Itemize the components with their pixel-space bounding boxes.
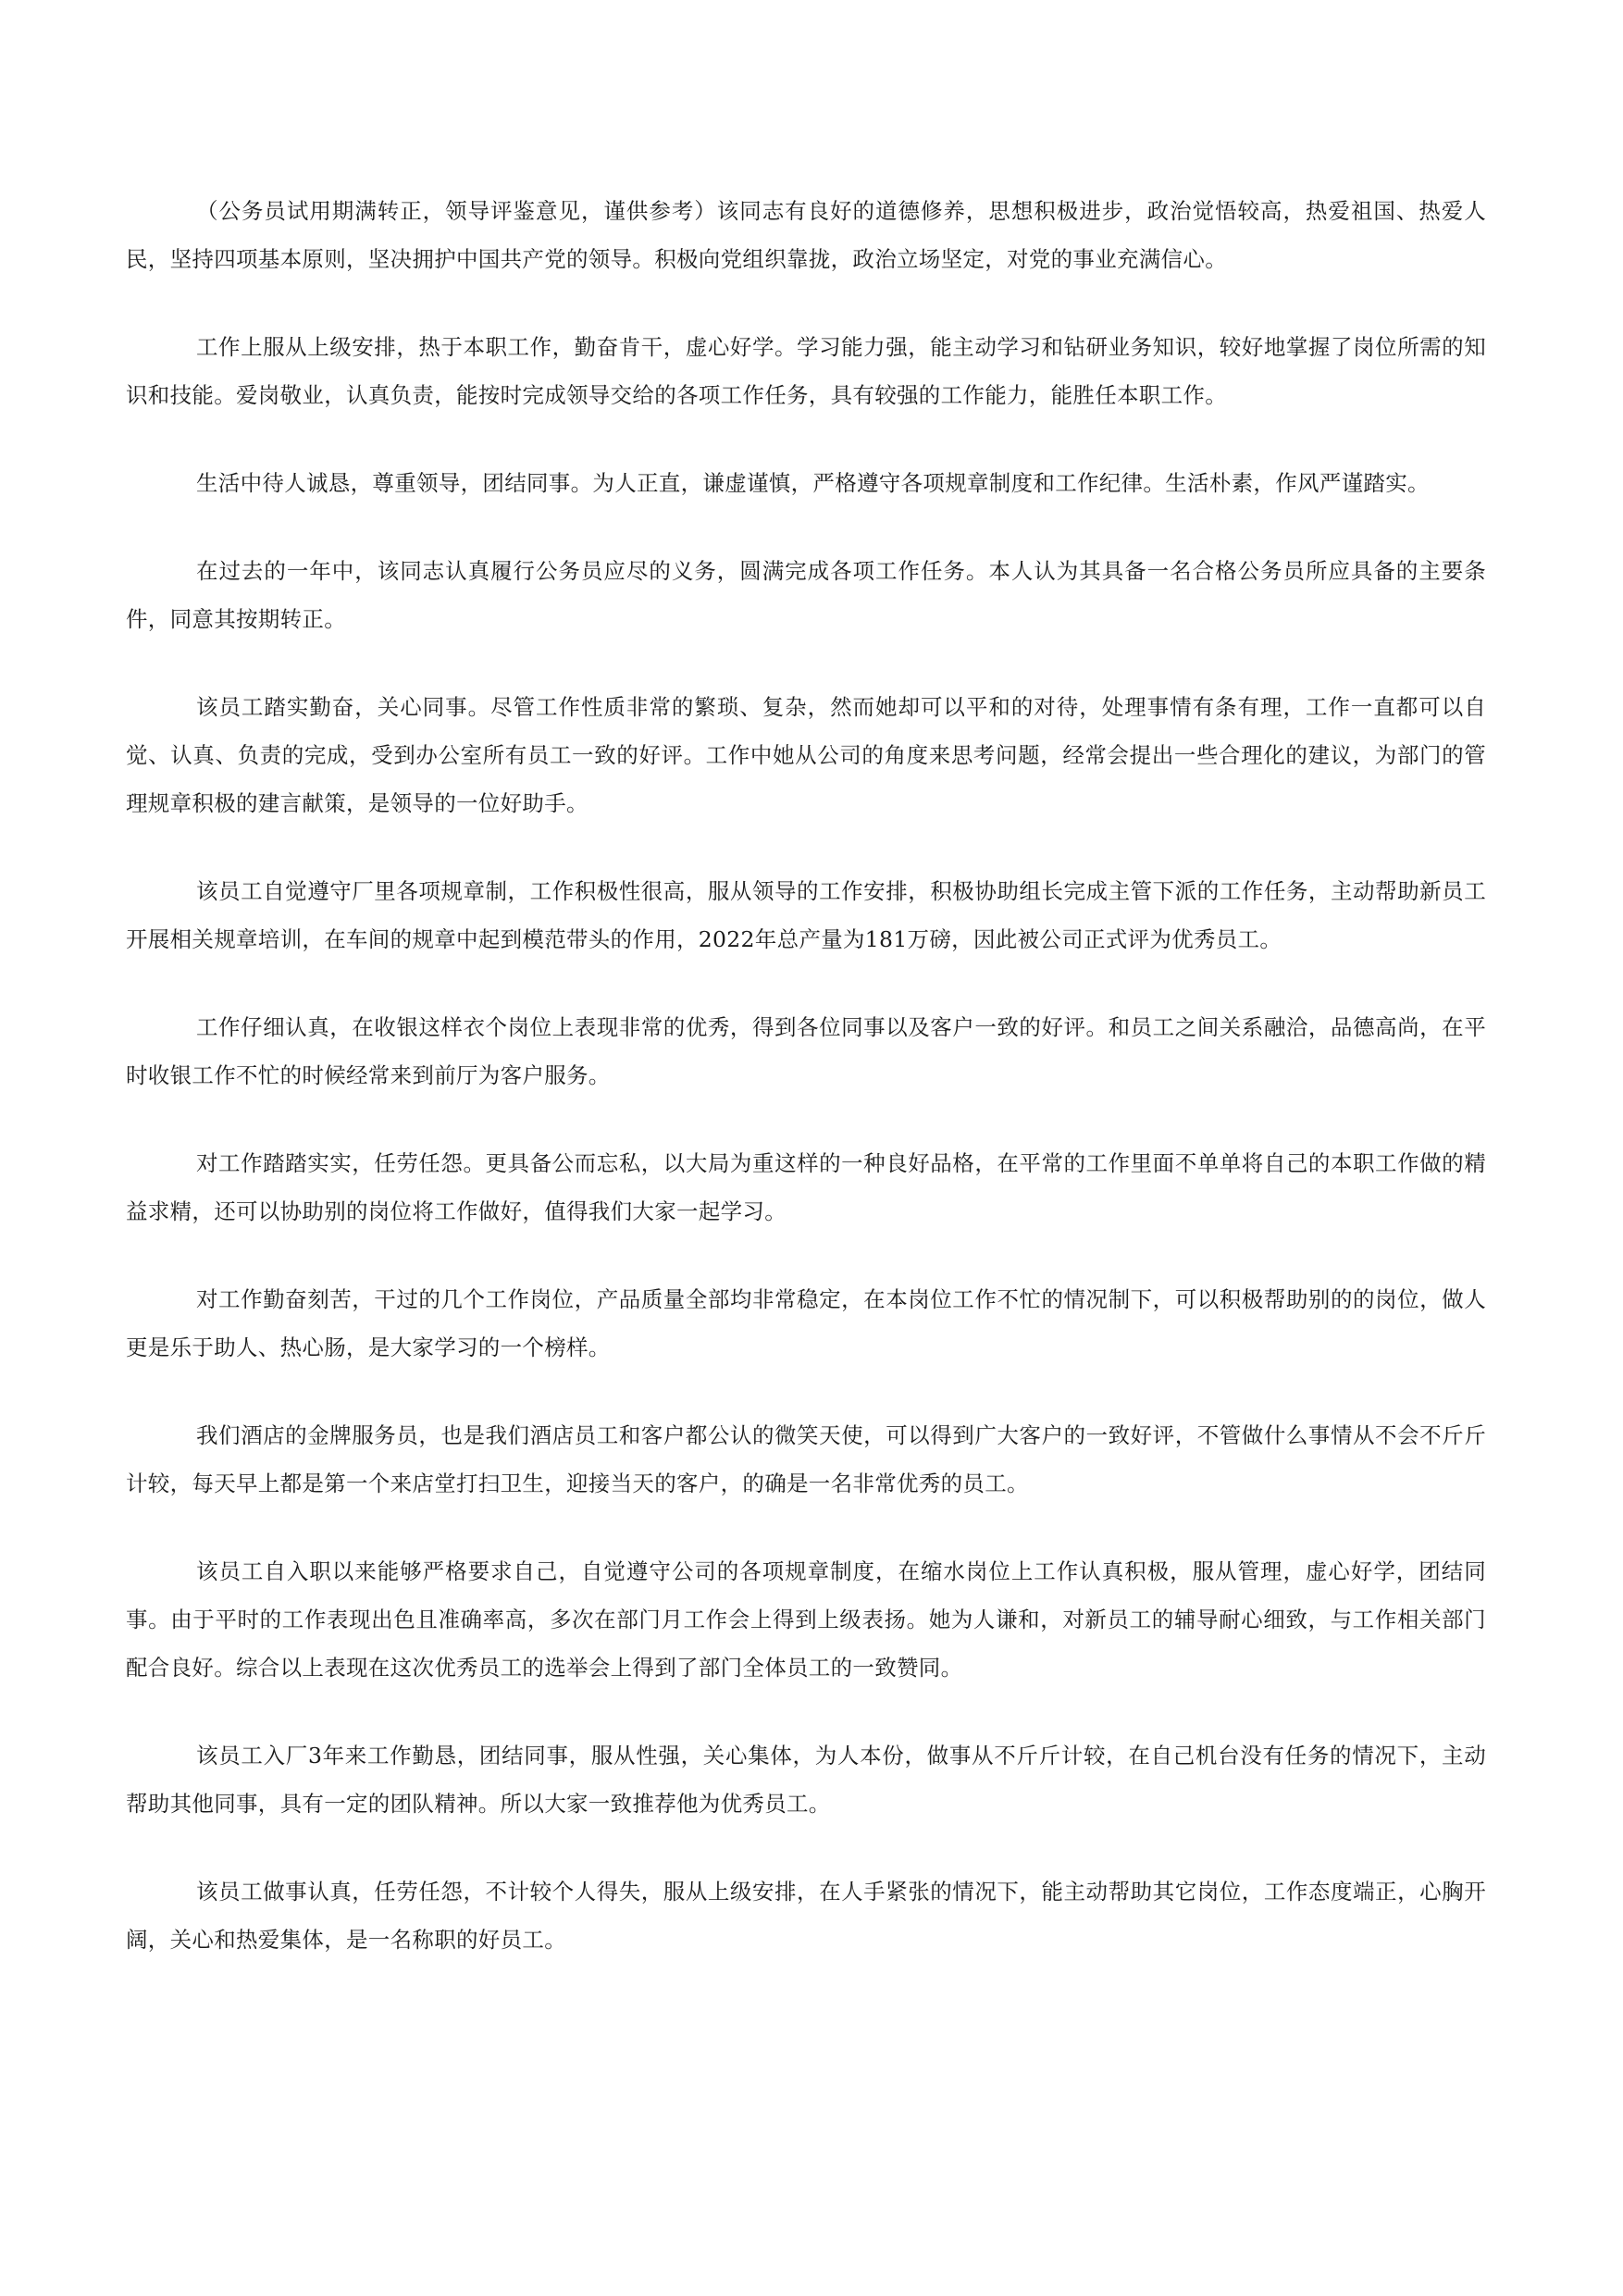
- paragraph-6: 该员工自觉遵守厂里各项规章制，工作积极性很高，服从领导的工作安排，积极协助组长完成主管下派的工作任务，主动帮助新员工开展相关规章培训，在车间的规章中起到模范带头的作用，2022年总产量为181万磅，因此被公司正式评为优秀员工。: [126, 878, 1486, 952]
- paragraph-3: 生活中待人诚恳，尊重领导，团结同事。为人正直，谦虚谨慎，严格遵守各项规章制度和工作纪律。生活朴素，作风严谨踏实。: [196, 470, 1430, 496]
- document-body: [126, 187, 1486, 2004]
- paragraph-8: 对工作踏踏实实，任劳任怨。更具备公而忘私，以大局为重这样的一种良好品格，在平常的工作里面不单单将自己的本职工作做的精益求精，还可以协助别的岗位将工作做好，值得我们大家一起学习。: [126, 1150, 1486, 1224]
- paragraph-1: （公务员试用期满转正，领导评鉴意见，谨供参考）该同志有良好的道德修养，思想积极进步，政治觉悟较高，热爱祖国、热爱人民，坚持四项基本原则，坚决拥护中国共产党的领导。积极向党组织靠拢，政治立场坚定，对党的事业充满信心。: [126, 198, 1486, 272]
- paragraph-2: 工作上服从上级安排，热于本职工作，勤奋肯干，虚心好学。学习能力强，能主动学习和钻研业务知识，较好地掌握了岗位所需的知识和技能。爱岗敬业，认真负责，能按时完成领导交给的各项工作任务，具有较强的工作能力，能胜任本职工作。: [126, 334, 1486, 408]
- paragraph-7: 工作仔细认真，在收银这样衣个岗位上表现非常的优秀，得到各位同事以及客户一致的好评。和员工之间关系融洽，品德高尚，在平时收银工作不忙的时候经常来到前厅为客户服务。: [126, 1014, 1486, 1088]
- paragraph-13: 该员工做事认真，任劳任怨，不计较个人得失，服从上级安排，在人手紧张的情况下，能主动帮助其它岗位，工作态度端正，心胸开阔，关心和热爱集体，是一名称职的好员工。: [126, 1879, 1486, 1953]
- paragraph-5: 该员工踏实勤奋，关心同事。尽管工作性质非常的繁琐、复杂，然而她却可以平和的对待，处理事情有条有理，工作一直都可以自觉、认真、负责的完成，受到办公室所有员工一致的好评。工作中她从公司的角度来思考问题，经常会提出一些合理化的建议，为部门的管理规章积极的建言献策，是领导的一位好助手。: [126, 694, 1486, 816]
- paragraph-11: 该员工自入职以来能够严格要求自己，自觉遵守公司的各项规章制度，在缩水岗位上工作认真积极，服从管理，虚心好学，团结同事。由于平时的工作表现出色且准确率高，多次在部门月工作会上得到上级表扬。她为人谦和，对新员工的辅导耐心细致，与工作相关部门配合良好。综合以上表现在这次优秀员工的选举会上得到了部门全体员工的一致赞同。: [126, 1558, 1486, 1681]
- paragraph-4: 在过去的一年中，该同志认真履行公务员应尽的义务，圆满完成各项工作任务。本人认为其具备一名合格公务员所应具备的主要条件，同意其按期转正。: [126, 558, 1486, 632]
- paragraph-10: 我们酒店的金牌服务员，也是我们酒店员工和客户都公认的微笑天使，可以得到广大客户的一致好评，不管做什么事情从不会不斤斤计较，每天早上都是第一个来店堂打扫卫生，迎接当天的客户，的确是一名非常优秀的员工。: [126, 1422, 1486, 1496]
- paragraph-9: 对工作勤奋刻苦，干过的几个工作岗位，产品质量全部均非常稳定，在本岗位工作不忙的情况制下，可以积极帮助别的的岗位，做人更是乐于助人、热心肠，是大家学习的一个榜样。: [126, 1286, 1486, 1360]
- paragraph-12: 该员工入厂3年来工作勤恳，团结同事，服从性强，关心集体，为人本份，做事从不斤斤计较，在自己机台没有任务的情况下，主动帮助其他同事，具有一定的团队精神。所以大家一致推荐他为优秀员工。: [126, 1743, 1486, 1817]
